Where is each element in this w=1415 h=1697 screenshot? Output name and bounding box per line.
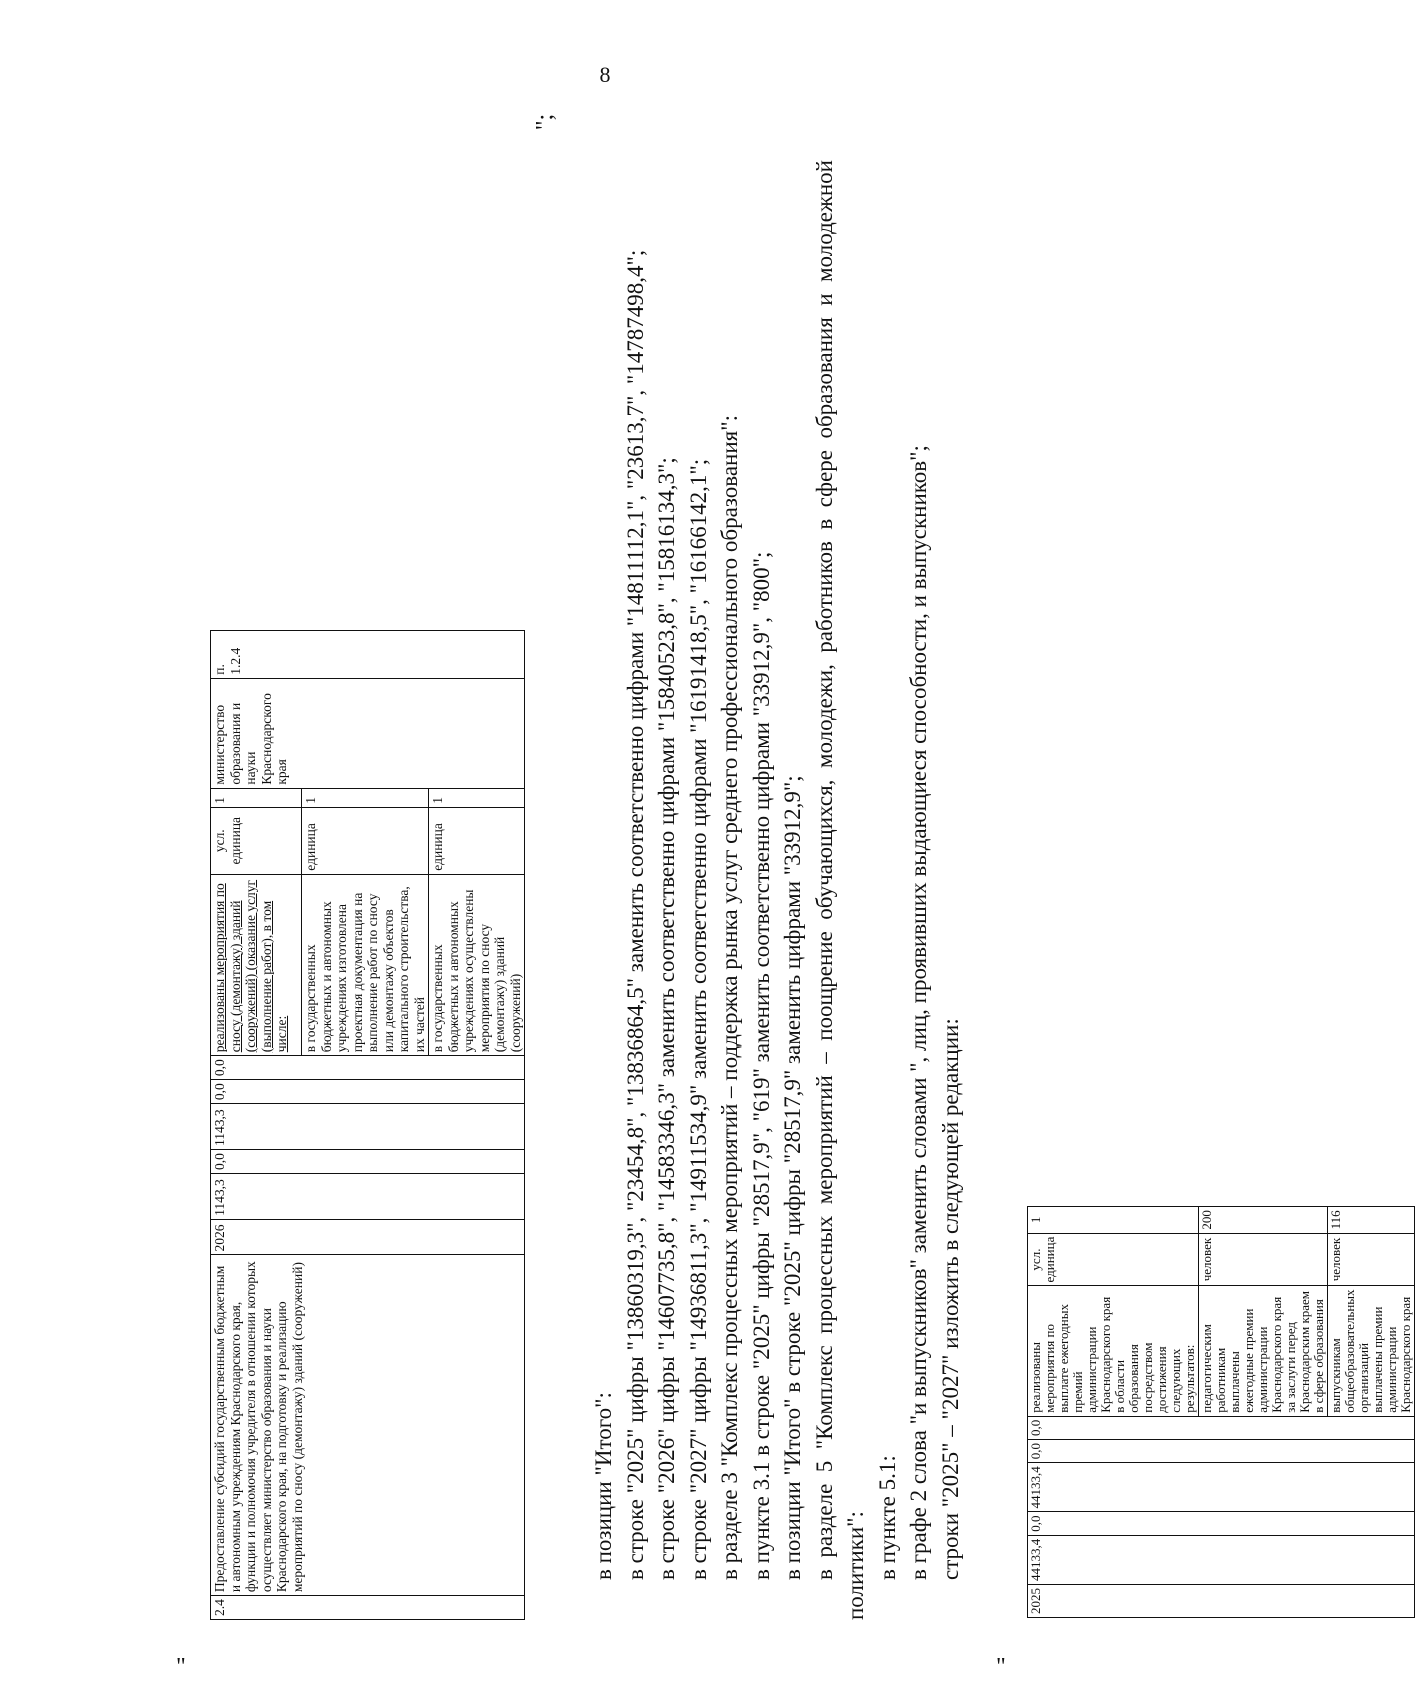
table-row	[1028, 1207, 1199, 1618]
unit-cell: единица	[302, 807, 429, 874]
paragraph: в строке "2025" цифры "13860319,3", "23454,8", "13836864,5" заменить соответственно цифрами "14811112,1", "23613,7", "14787498,4";	[622, 249, 648, 1580]
indicator-value-cell: 1	[429, 788, 525, 807]
unit-cell: человек	[1199, 1233, 1328, 1286]
paragraph: в позиции "Итого" в строке "2025" цифры "28517,9" заменить цифрами "33912,9";	[780, 775, 805, 1580]
paragraph: в строке "2027" цифры "14936811,3", "14911534,9" заменить соответственно цифрами "16191418,5", "16166142,1";	[685, 458, 711, 1580]
row-number: 2.4	[211, 1596, 525, 1620]
unit-cell: усл. единица	[1028, 1233, 1199, 1286]
result-cell: выпускникам общеобразовательных организаций выплачены премии администрации Краснодарского края	[1328, 1286, 1415, 1416]
paragraph: в разделе 5 "Комплекс процессных мероприятий – поощрение обучающихся, молодежи, работников в сфере образования и молодежной политики":	[811, 160, 868, 1620]
page-number: 8	[599, 62, 611, 87]
paragraph: в разделе 3 "Комплекс процессных мероприятий – поддержка рынка услуг среднего профессионального образования":	[717, 414, 742, 1580]
indicator-value-cell: 116	[1328, 1207, 1415, 1234]
paragraph: в строке "2026" цифры "14607735,8", "14583346,3" заменить соответственно цифрами "15840523,8", "15816134,3";	[654, 457, 679, 1580]
value-cell: 0,0	[1028, 1512, 1415, 1535]
reference-cell: п. 1.2.4	[211, 631, 525, 679]
paragraph: строки "2025" – "2027" изложить в следующей редакции:	[937, 1018, 963, 1580]
value-cell: 0,0	[1028, 1440, 1415, 1463]
executor-cell: министерство образования и науки Краснодарского края	[211, 678, 525, 788]
table-row	[211, 631, 302, 1620]
paragraph: в пункте 3.1 в строке "2025" цифры "28517,9", "619" заменить соответственно цифрами "33912,9", "800";	[748, 551, 774, 1580]
value-cell: 1143,3	[211, 1104, 525, 1150]
value-cell: 0,0	[211, 1150, 525, 1174]
indicator-value-cell: 1	[302, 788, 429, 807]
open-quote-bottom: "	[996, 1654, 1006, 1680]
value-cell: 44133,4	[1028, 1463, 1415, 1512]
result-cell: в государственных бюджетных и автономных учреждениях изготовлена проектная документация на выполнение работ по сносу или демонтажу объектов капитального строительства, их частей	[302, 874, 429, 1056]
indicator-value-cell: 1	[211, 788, 302, 807]
top-table	[210, 630, 525, 1620]
unit-cell: человек	[1328, 1233, 1415, 1286]
value-cell: 0,0	[211, 1080, 525, 1104]
value-cell: 0,0	[1028, 1416, 1415, 1439]
value-cell: 0,0	[211, 1056, 525, 1080]
result-cell: педагогическим работникам выплачены ежегодные премии администрации Краснодарского края за заслуги перед Краснодарским краем в сфере образования	[1199, 1286, 1328, 1416]
paragraph: в пункте 5.1:	[874, 1455, 900, 1580]
open-quote-top: "	[176, 1654, 186, 1680]
result-cell: реализованы мероприятия по выплате ежегодных премий администрации Краснодарского края в области образования посредством достижения следующих результатов:	[1028, 1286, 1199, 1416]
total-cell: 44133,4	[1028, 1535, 1415, 1584]
unit-cell: единица	[429, 807, 525, 874]
year-cell: 2025	[1028, 1585, 1415, 1618]
result-cell: в государственных бюджетных и автономных учреждениях осуществлены мероприятия по сносу (демонтажу) зданий (сооружений)	[429, 874, 525, 1056]
close-quote-top: ";	[532, 113, 559, 131]
indicator-value-cell: 1	[1028, 1207, 1199, 1234]
paragraph: в позиции "Итого":	[591, 1392, 616, 1580]
bottom-table	[1027, 1206, 1415, 1618]
year-cell: 2026	[211, 1219, 525, 1255]
amendment-text	[588, 160, 966, 1620]
paragraph: в графе 2 слова "и выпускников" заменить словами ", лиц, проявивших выдающиеся способности, и выпускников";	[906, 445, 931, 1580]
measure-description: Предоставление субсидий государственным бюджетным и автономным учреждениям Краснодарского края, функции и полномочия учредителя в отношении которых осуществляет министерство образования и науки Краснодарского края, на подготовку и реализацию мероприятий по сносу (демонтажу) зданий (сооружений)	[211, 1255, 525, 1596]
indicator-value-cell: 200	[1199, 1207, 1328, 1234]
total-cell: 1143,3	[211, 1173, 525, 1219]
unit-cell: усл. единица	[211, 807, 302, 874]
result-cell: реализованы мероприятия по сносу (демонтажу) зданий (сооружений) (оказание услуг (выполнение работ), в том числе:	[211, 874, 302, 1056]
